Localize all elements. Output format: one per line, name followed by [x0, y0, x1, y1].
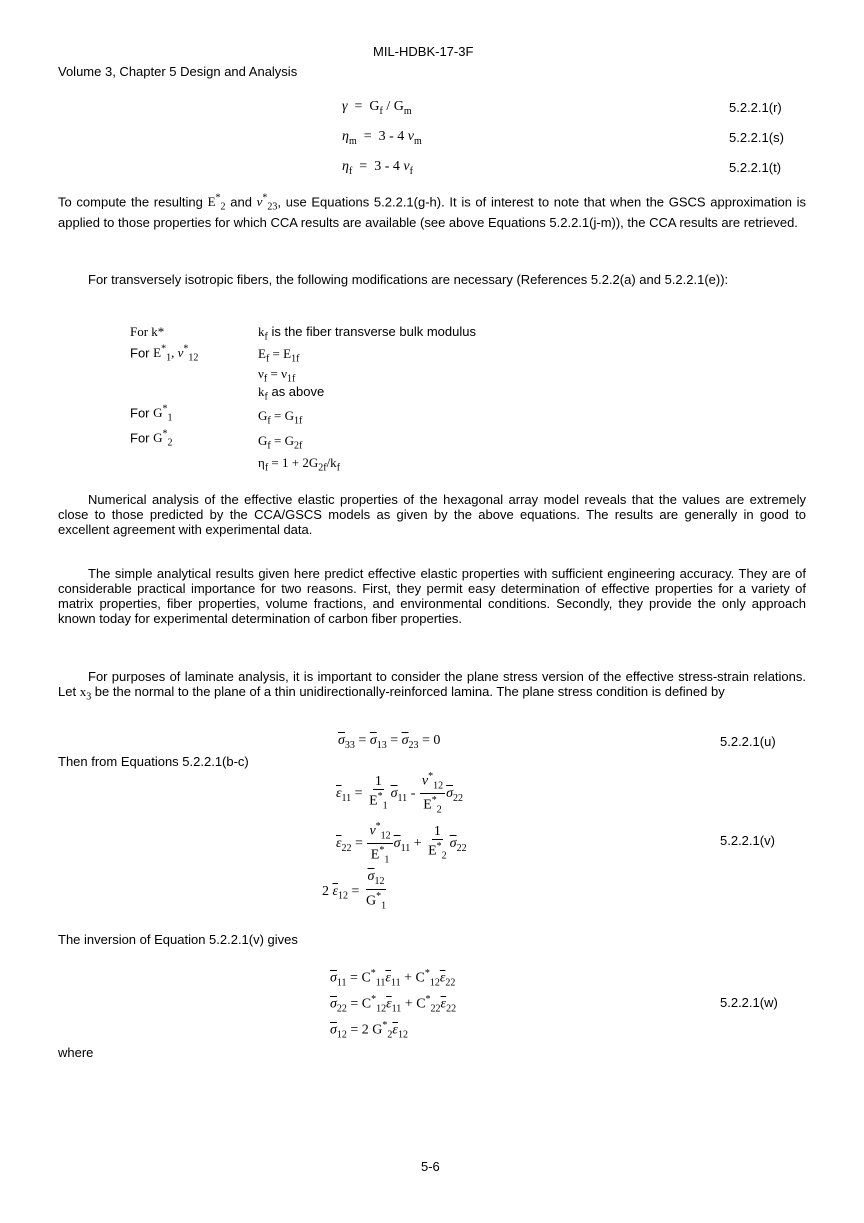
- list-for-e1: For $E^*_1$, $\nu^*_{12}$: [130, 344, 199, 364]
- equation-number-s: 5.2.2.1(s): [729, 130, 784, 145]
- document-id: MIL-HDBK-17-3F: [373, 44, 474, 59]
- equation-v-eps22: $\overline{\varepsilon}_{22}$ = $\frac{\nu^*_{12}}{E^*_1}$ $\overline{\sigma}_{11}$ + $\frac{1}{E^*_2}$ $\overline{\sigma}_{22}$: [336, 821, 467, 866]
- paragraph-transversely-isotropic: For transversely isotropic fibers, the following modifications are necessary (References 5.2.2(a) and 5.2.2.1(e)):: [88, 272, 729, 287]
- inversion-text: The inversion of Equation 5.2.2.1(v) gives: [58, 932, 298, 947]
- then-from-text: Then from Equations 5.2.2.1(b-c): [58, 754, 249, 769]
- paragraph-laminate-analysis: For purposes of laminate analysis, it is important to consider the plane stress version of the effective stress-strain relations. Let $x_3$ be the normal to the plane of a thin unidirectionally-reinforced lamina. The plane stress condition is defined by: [58, 669, 806, 703]
- equation-t: $\eta_f = 3 - 4$ $\nu_f$: [342, 159, 413, 177]
- list-k-desc: $k_f$ is the fiber transverse bulk modulus: [258, 324, 476, 343]
- equation-number-t: 5.2.2.1(t): [729, 160, 782, 175]
- list-for-g1: For $G^*_1$: [130, 404, 173, 424]
- where-text: where: [58, 1045, 94, 1060]
- paragraph-compute: To compute the resulting $E^*_2$ and $\nu^*_{23}$, use Equations 5.2.2.1(g-h). It is of interest to note that when the GSCS approximation is applied to those properties for which CCA results are available (see above Equations 5.2.2.1(j-m)), the CCA results are retrieved.: [58, 193, 807, 230]
- volume-chapter-heading: Volume 3, Chapter 5 Design and Analysis: [58, 64, 298, 79]
- list-for-g2: For $G^*_2$: [130, 429, 173, 449]
- equation-v-eps11: $\overline{\varepsilon}_{11}$ = $\frac{1}{E^*_1}$ $\overline{\sigma}_{11}$ - $\frac{\nu^*_{12}}{E^*_2}$ $\overline{\sigma}_{22}$: [336, 771, 463, 816]
- list-gf2: $G_f = G_{2f}$: [258, 433, 303, 452]
- page-number: 5-6: [421, 1159, 440, 1174]
- paragraph-analytical-results: The simple analytical results given here predict effective elastic properties with sufficient engineering accuracy. They are of considerable practical importance for two reasons. First, they permit easy determination of effective properties for a variety of matrix properties, fiber properties, volume fractions, and environmental conditions. Secondly, they provide the only approach known today for experimental determination of carbon fiber properties.: [58, 566, 806, 626]
- equation-v-eps12: 2 $\overline{\varepsilon}_{12}$ = $\frac{\overline{\sigma}_{12}}{G^*_1}$: [322, 869, 387, 912]
- equation-s: $\eta_m = 3 - 4$ $\nu_m$: [342, 129, 422, 147]
- list-gf1: $G_f = G_{1f}$: [258, 408, 303, 427]
- list-kf-as-above: $k_f$ as above: [258, 384, 325, 403]
- list-ef: $E_f = E_{1f}$: [258, 346, 300, 365]
- paragraph-numerical-analysis: Numerical analysis of the effective elastic properties of the hexagonal array model reveals that the values are extremely close to those predicted by the CCA/GSCS models as given by the above equations. The results are generally in good to excellent agreement with experimental data.: [58, 492, 806, 537]
- equation-number-r: 5.2.2.1(r): [729, 100, 782, 115]
- equation-r: $\gamma = G_f / G_m$: [342, 99, 412, 117]
- list-vf: $\nu_f = \nu_{1f}$: [258, 366, 296, 385]
- equation-u: $\overline{\sigma}_{33} = \overline{\sigma}_{13} = \overline{\sigma}_{23} = 0$: [338, 733, 441, 751]
- list-eta-f: $\eta_f = 1 + 2G_{2f}/k_f$: [258, 455, 341, 474]
- equation-w-sigma11: $\overline{\sigma}_{11} = C^*_{11}\overline{\varepsilon}_{11} + C^*_{12}\overline{\varepsilon}_{22}$: [330, 968, 456, 989]
- equation-w-sigma12: $\overline{\sigma}_{12} = 2$ $G^*_2\overline{\varepsilon}_{12}$: [330, 1020, 408, 1041]
- equation-number-u: 5.2.2.1(u): [720, 734, 776, 749]
- list-for-k: For k*: [130, 324, 165, 339]
- equation-number-v: 5.2.2.1(v): [720, 833, 775, 848]
- equation-w-sigma22: $\overline{\sigma}_{22} = C^*_{12}\overline{\varepsilon}_{11} + C^*_{22}\overline{\varepsilon}_{22}$: [330, 994, 457, 1015]
- equation-number-w: 5.2.2.1(w): [720, 995, 778, 1010]
